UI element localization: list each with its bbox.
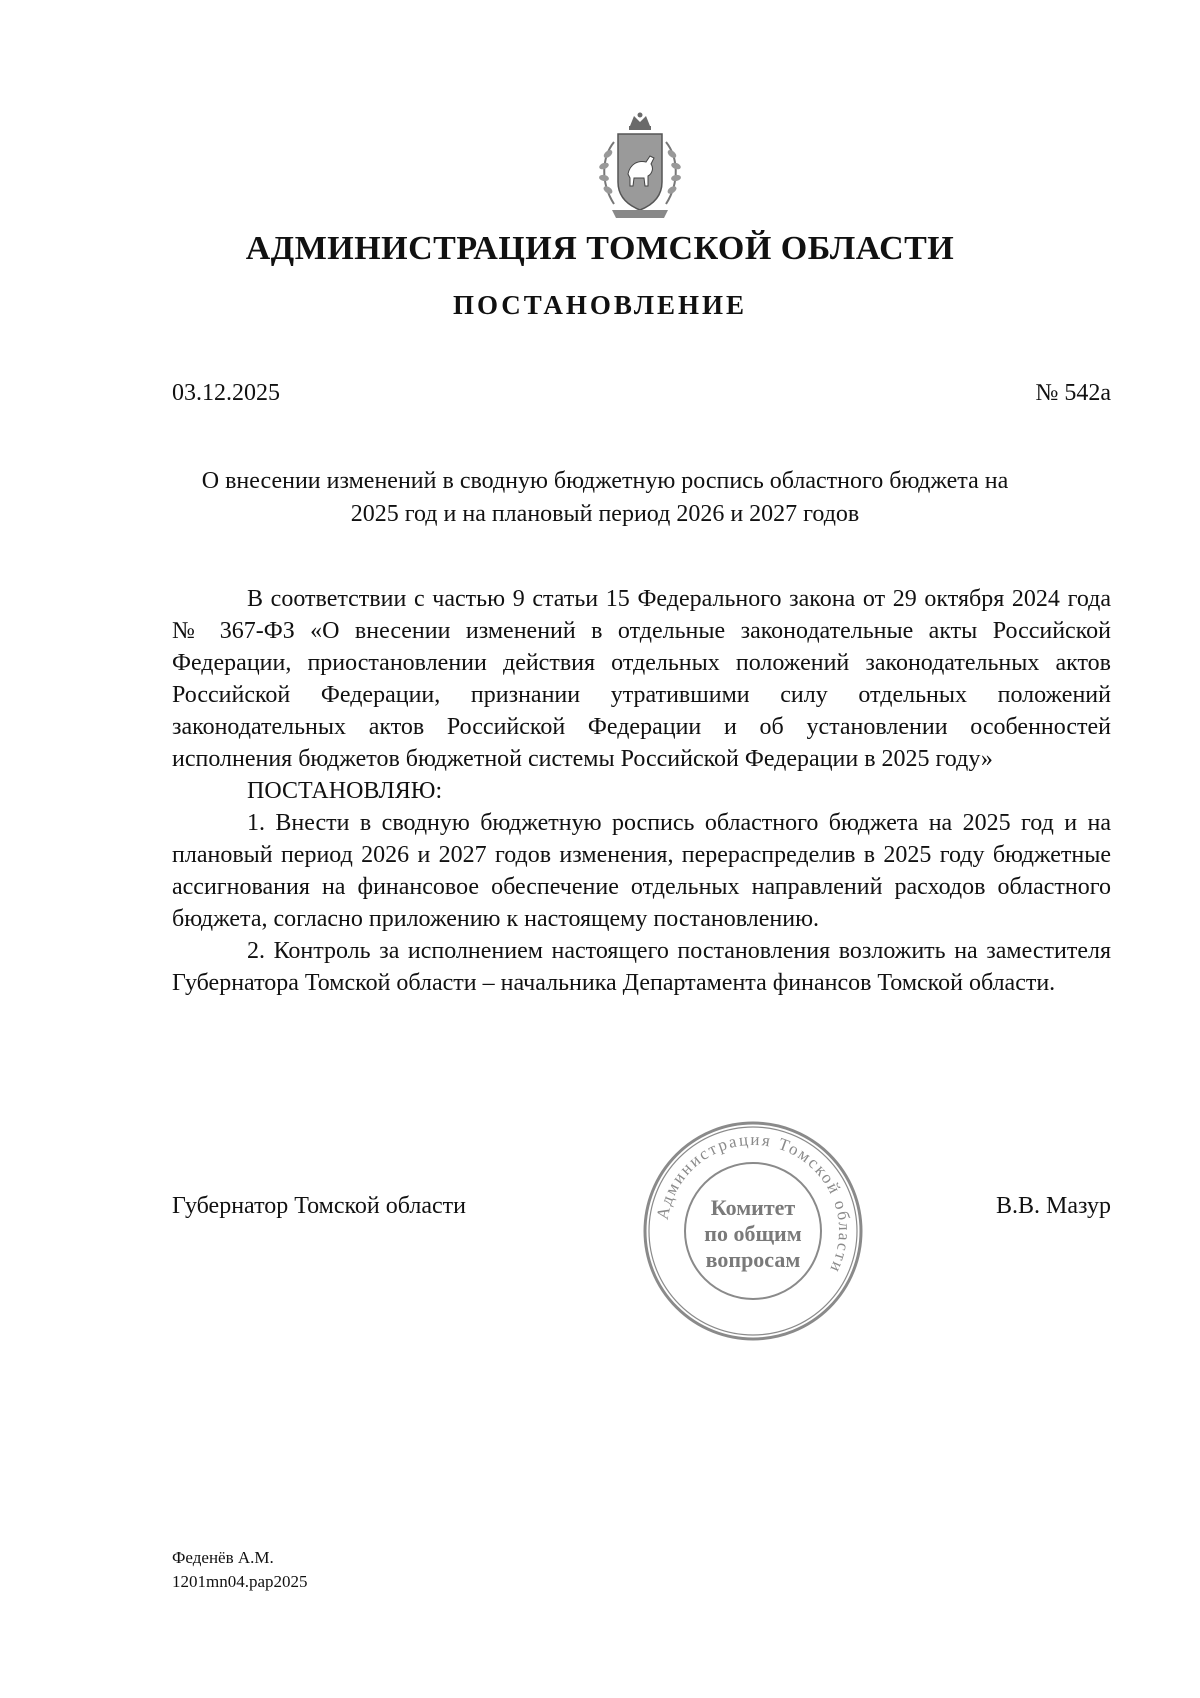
document-number: № 542а: [1035, 380, 1111, 406]
item-1-paragraph: 1. Внести в сводную бюджетную роспись областного бюджета на 2025 год и на плановый период 2026 и 2027 годов изменения, перераспределив в 2025 году бюджетные ассигнования на финансовое обеспечение отдельных направлений расходов областного бюджета, согласно приложению к настоящему постановлению.: [172, 810, 1111, 932]
item-2-paragraph: 2. Контроль за исполнением настоящего постановления возложить на заместителя Губернатора Томской области – начальника Департамента финансов Томской области.: [172, 938, 1111, 996]
stamp-line-2: по общим: [704, 1221, 802, 1246]
stamp-line-1: Комитет: [710, 1195, 796, 1220]
document-body: [172, 583, 1111, 999]
official-stamp: [637, 1115, 869, 1347]
coat-of-arms-icon: [584, 112, 696, 224]
document-date: 03.12.2025: [172, 380, 280, 406]
signatory-name: В.В. Мазур: [996, 1193, 1111, 1219]
executor-block: [172, 1546, 308, 1594]
executor-file: 1201mn04.pap2025: [172, 1572, 308, 1591]
decree-line: ПОСТАНОВЛЯЮ:: [247, 778, 443, 804]
document-subject: О внесении изменений в сводную бюджетную роспись областного бюджета на 2025 год и на плановый период 2026 и 2027 годов: [201, 468, 1009, 527]
organization-title: АДМИНИСТРАЦИЯ ТОМСКОЙ ОБЛАСТИ: [245, 230, 955, 267]
preamble-paragraph: В соответствии с частью 9 статьи 15 Федерального закона от 29 октября 2024 года № 367-ФЗ «О внесении изменений в отдельные законодательные акты Российской Федерации, приостановлении действия отдельных положений законодательных актов Российской Федерации, признании утратившими силу отдельных положений законодательных актов Российской Федерации и об установлении особенностей исполнения бюджетов бюджетной системы Российской Федерации в 2025 году»: [172, 586, 1111, 772]
stamp-ring-text: Администрация Томской области: [652, 1129, 855, 1277]
signatory-position: Губернатор Томской области: [172, 1193, 466, 1219]
document-type: ПОСТАНОВЛЕНИЕ: [452, 290, 748, 320]
stamp-line-3: вопросам: [705, 1247, 801, 1272]
executor-name: Феденёв А.М.: [172, 1548, 274, 1567]
